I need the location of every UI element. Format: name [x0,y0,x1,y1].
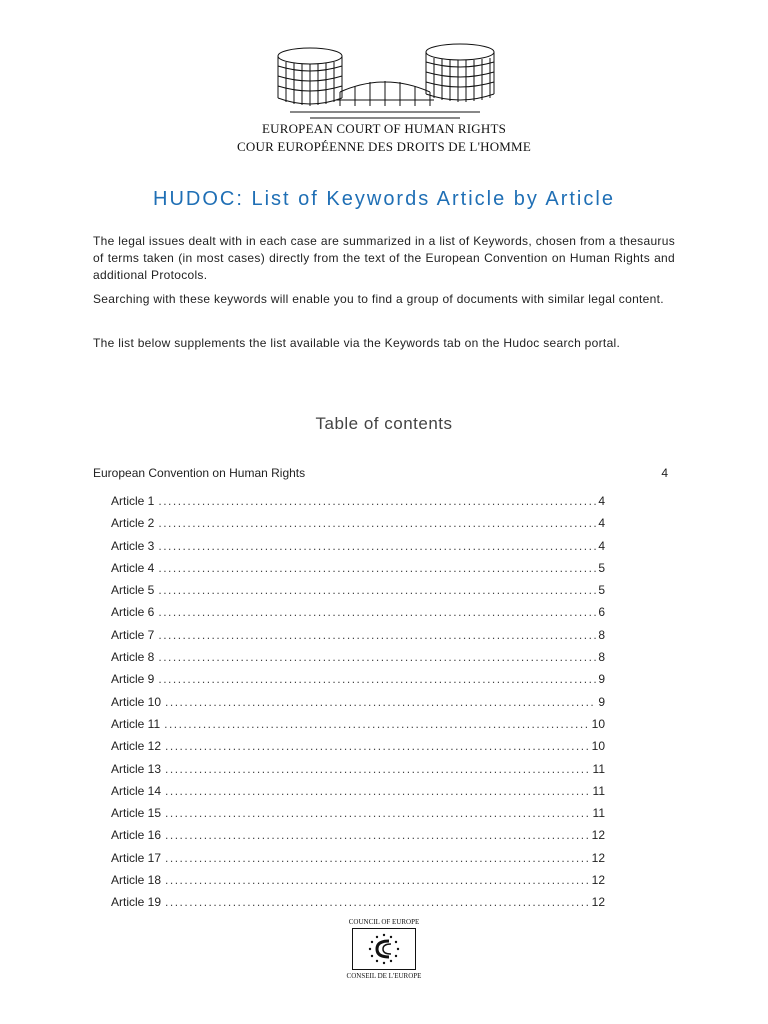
toc-entry-page: 4 [598,538,605,553]
intro-paragraph-1: The legal issues dealt with in each case are summarized in a list of Keywords, chosen from a thesaurus of terms taken (in most cases) directly from the text of the European Convention on Human Rights and additional Protocols. [93,234,675,282]
court-name-fr: COUR EUROPÉENNE DES DROITS DE L'HOMME [237,139,531,154]
toc-entry-label: Article 16 [111,828,162,843]
toc-entry[interactable] [111,583,605,605]
toc-leader-dots [158,672,596,686]
toc-entry-page: 4 [598,494,605,508]
toc-entry-label: Article 11 [111,716,161,731]
toc-entry-label: Article 5 [111,583,155,598]
toc-section-entry[interactable] [93,466,668,480]
intro-paragraph-2: Searching with these keywords will enable you to find a group of documents with similar legal content. [93,292,664,306]
toc-entry-page: 11 [592,806,605,821]
toc-entry-label: Article 15 [111,806,162,821]
toc-section-page: 4 [661,466,668,480]
toc-leader-dots [158,628,596,642]
toc-heading: Table of contents [315,414,453,433]
toc-entry-page: 12 [591,873,605,888]
toc-entry[interactable] [111,762,605,784]
toc-section-label: European Convention on Human Rights [93,466,306,480]
toc-entry[interactable] [111,695,605,717]
toc-entry[interactable] [111,806,605,828]
court-building-icon [270,42,500,122]
toc-entry[interactable] [111,539,605,561]
toc-entry-page: 8 [598,650,605,665]
toc-leader-dots [165,806,591,820]
toc-entry-page: 11 [592,783,605,798]
toc-leader-dots [158,539,596,553]
council-of-europe-logo-icon [342,918,426,980]
toc-entry-page: 11 [592,761,605,776]
toc-entry[interactable] [111,851,605,873]
toc-leader-dots [165,762,591,776]
toc-leader-dots [165,784,591,798]
toc-entry-page: 12 [591,850,605,865]
court-name-en: EUROPEAN COURT OF HUMAN RIGHTS [261,121,507,136]
toc-entry-page: 10 [591,739,605,754]
toc-leader-dots [164,717,590,731]
toc-entry-label: Article 14 [111,783,162,798]
toc-leader-dots [165,739,590,753]
toc-entry[interactable] [111,650,605,672]
toc-leader-dots [158,494,596,508]
toc-list [111,494,605,918]
toc-entry-label: Article 6 [111,605,155,620]
toc-entry[interactable] [111,605,605,627]
document-title: HUDOC: List of Keywords Article by Article [153,188,615,210]
intro-paragraph-3: The list below supplements the list available via the Keywords tab on the Hudoc search portal. [93,336,621,350]
toc-entry-label: Article 9 [111,672,155,687]
toc-leader-dots [165,873,590,887]
toc-leader-dots [158,516,596,530]
toc-entry-label: Article 8 [111,650,155,665]
toc-leader-dots [158,650,596,664]
toc-entry-page: 12 [591,895,605,910]
toc-entry-page: 9 [598,672,605,687]
toc-entry-page: 5 [598,560,605,575]
toc-entry-page: 6 [598,605,605,620]
toc-entry-page: 10 [591,716,605,731]
toc-entry-label: Article 17 [111,850,162,865]
toc-leader-dots [158,561,596,575]
toc-entry[interactable] [111,516,605,538]
toc-entry-label: Article 4 [111,560,155,575]
toc-entry-label: Article 12 [111,739,162,754]
council-name-fr: CONSEIL DE L'EUROPE [346,972,422,980]
toc-leader-dots [165,828,590,842]
toc-entry-page: 4 [598,516,605,531]
council-emblem-icon [352,928,416,970]
toc-entry-label: Article 1 [111,494,155,508]
toc-entry-label: Article 3 [111,538,155,553]
toc-entry[interactable] [111,717,605,739]
toc-entry-label: Article 18 [111,873,162,888]
council-name-en: COUNCIL OF EUROPE [348,918,420,926]
toc-entry-label: Article 2 [111,516,155,531]
toc-leader-dots [158,605,596,619]
toc-leader-dots [165,895,590,909]
toc-entry[interactable] [111,873,605,895]
toc-entry[interactable] [111,561,605,583]
toc-leader-dots [158,583,596,597]
toc-entry[interactable] [111,828,605,850]
toc-entry[interactable] [111,895,605,917]
toc-entry[interactable] [111,672,605,694]
toc-entry[interactable] [111,784,605,806]
toc-leader-dots [165,695,596,709]
toc-entry-page: 9 [598,694,605,709]
toc-leader-dots [165,851,590,865]
toc-entry-label: Article 7 [111,627,155,642]
toc-entry-page: 8 [598,627,605,642]
toc-entry-label: Article 19 [111,895,162,910]
toc-entry-label: Article 10 [111,694,162,709]
toc-entry-label: Article 13 [111,761,162,776]
toc-entry[interactable] [111,494,605,516]
toc-entry[interactable] [111,628,605,650]
toc-entry-page: 5 [598,583,605,598]
toc-entry[interactable] [111,739,605,761]
toc-entry-page: 12 [591,828,605,843]
